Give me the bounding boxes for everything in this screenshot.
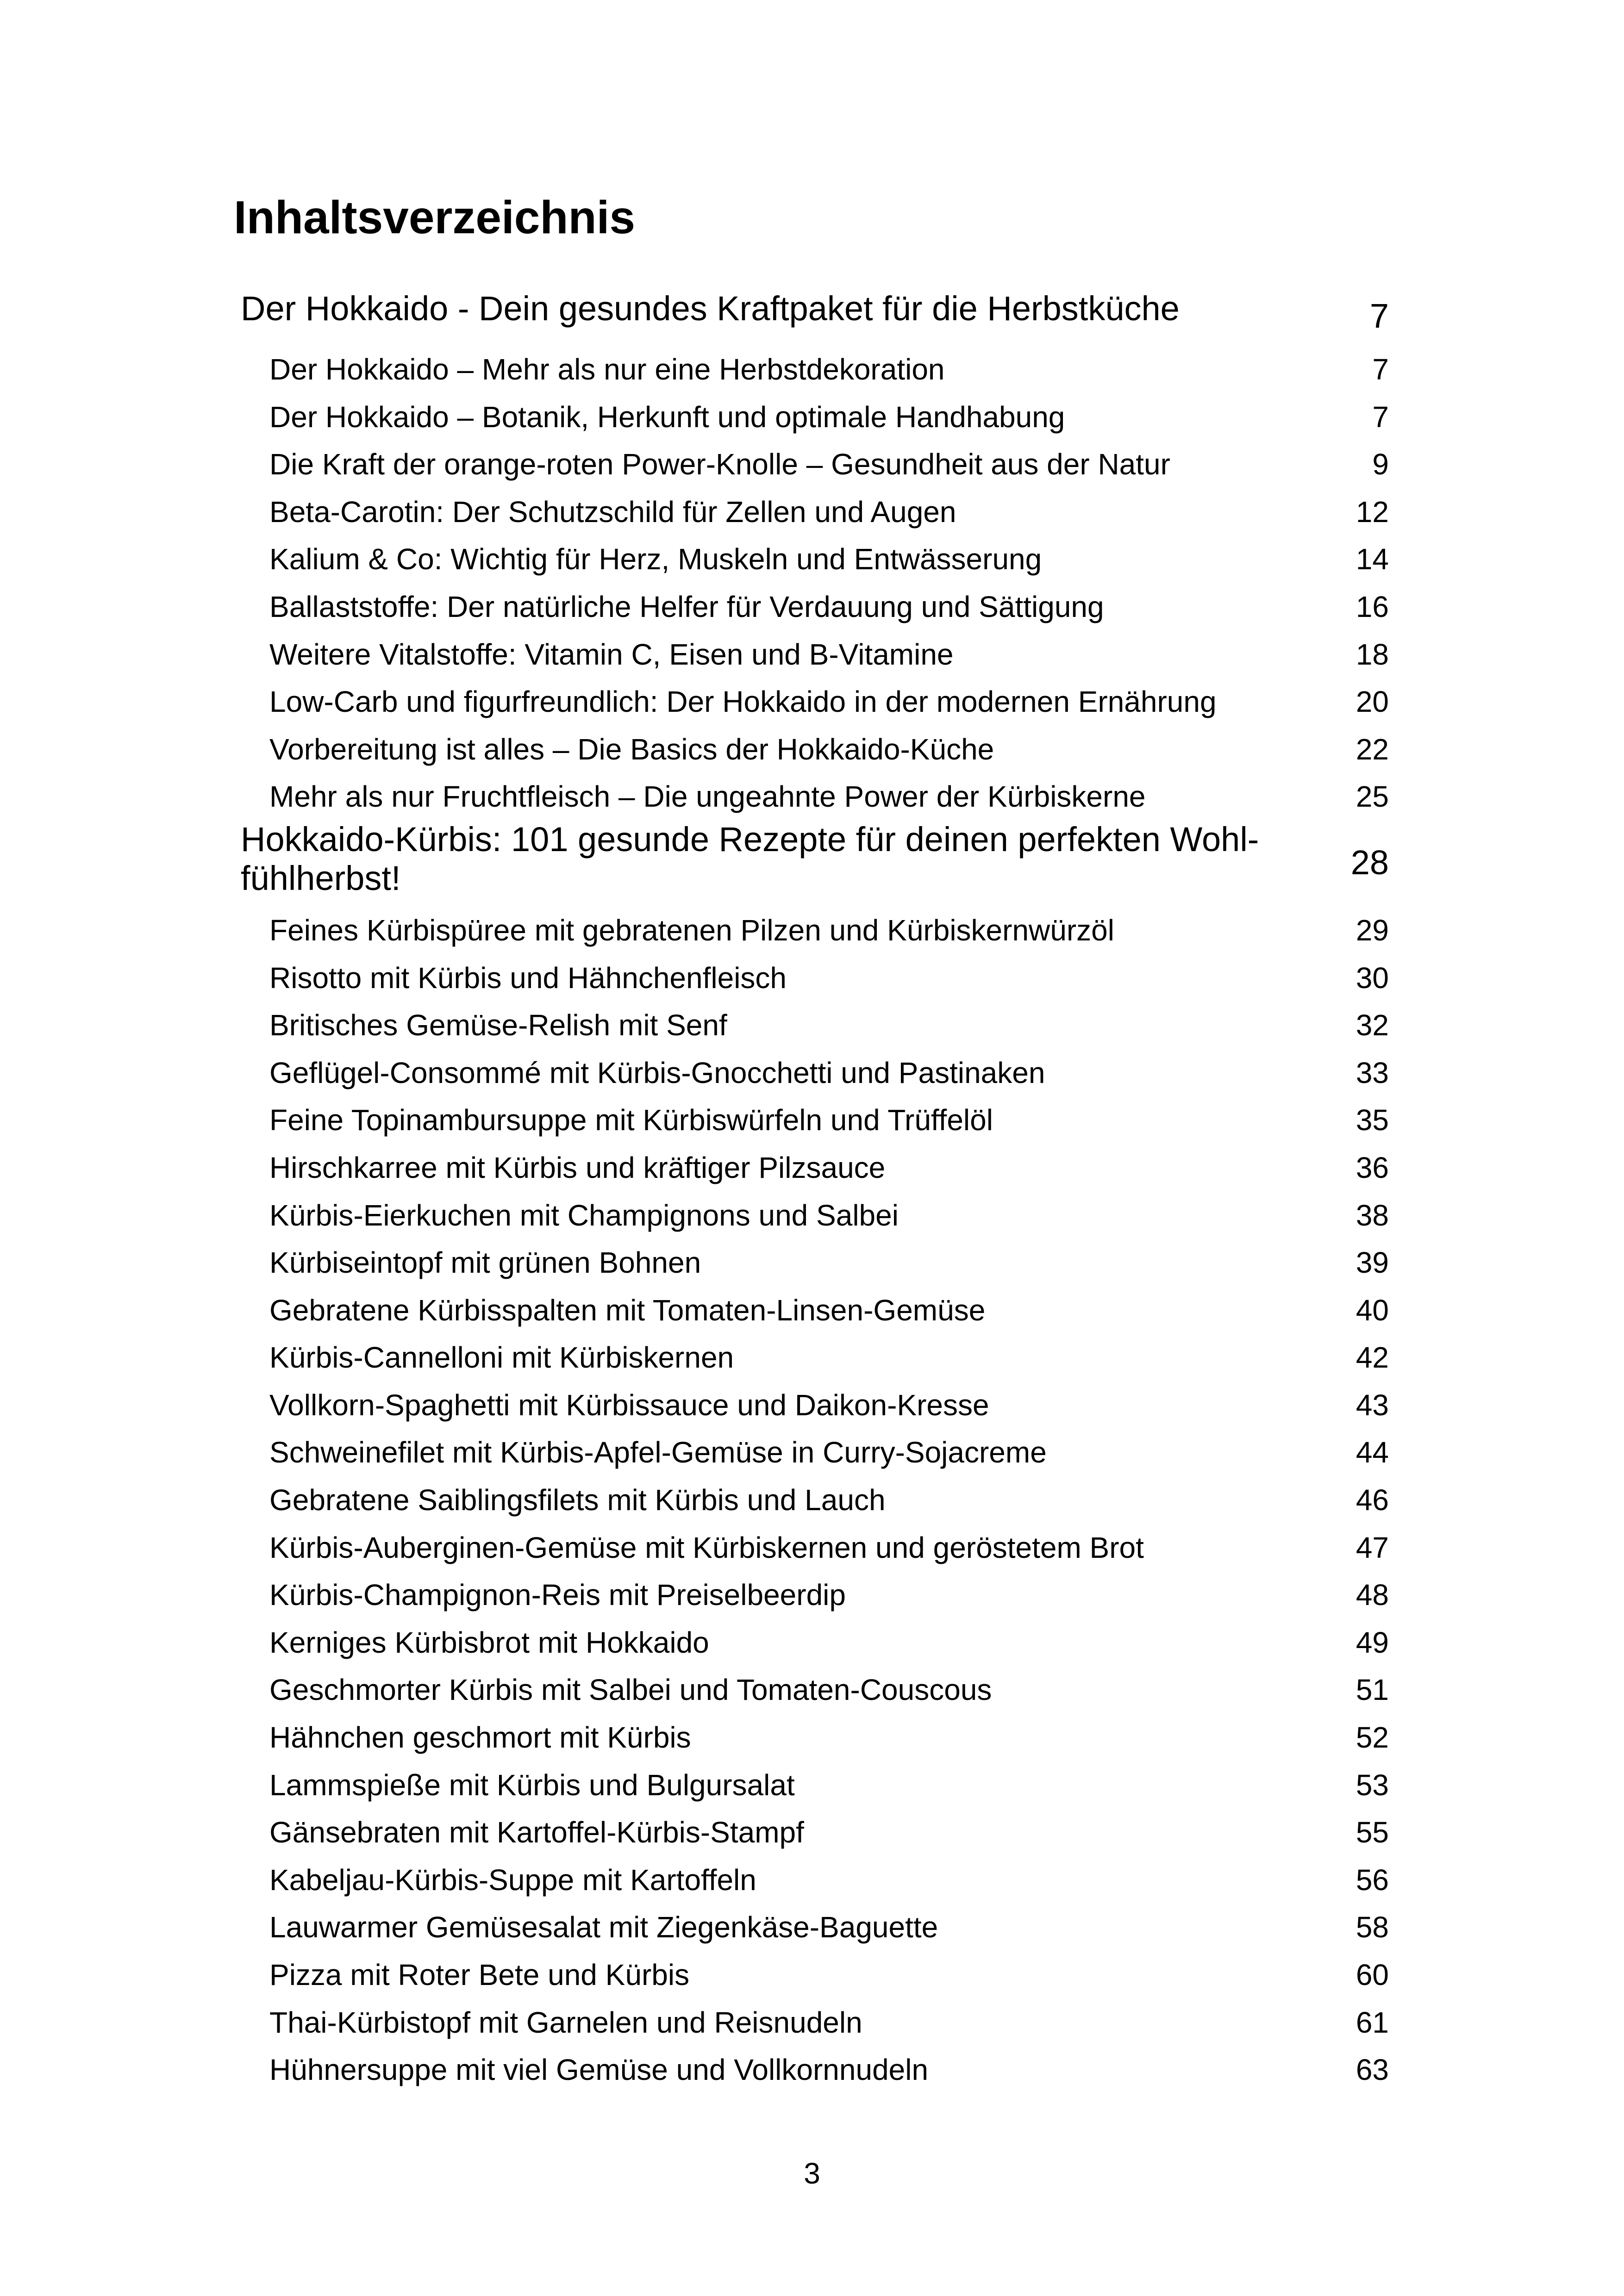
toc-entry-page: 56 (1355, 1863, 1389, 1897)
toc-entry-page: 30 (1355, 961, 1389, 995)
toc-entry (0, 393, 1624, 441)
toc-entry (0, 1286, 1624, 1334)
toc-entry-page: 29 (1355, 913, 1389, 947)
toc-entry-title: Lammspieße mit Kürbis und Bulgursalat (269, 1768, 795, 1802)
toc-entry-title: Kürbiseintopf mit grünen Bohnen (269, 1246, 701, 1280)
toc-entry-title: Pizza mit Roter Bete und Kürbis (269, 1958, 690, 1991)
toc-entry (0, 440, 1624, 488)
toc-entry-title: Kürbis-Eierkuchen mit Champignons und Salbei (269, 1198, 899, 1232)
toc-entry-page: 49 (1355, 1625, 1389, 1659)
toc-entry (0, 678, 1624, 725)
toc-entry-title: Low-Carb und figurfreundlich: Der Hokkaido in der modernen Ernährung (269, 685, 1217, 719)
toc-entry-page: 39 (1355, 1246, 1389, 1280)
toc-entry-page: 46 (1355, 1483, 1389, 1517)
toc-list (0, 289, 1624, 2093)
toc-entry-page: 40 (1355, 1293, 1389, 1327)
toc-entry-page: 14 (1355, 542, 1389, 576)
toc-section-page: 28 (1350, 843, 1389, 882)
toc-entry-title: Vollkorn-Spaghetti mit Kürbissauce und Daikon-Kresse (269, 1388, 989, 1422)
toc-entry-title: Thai-Kürbistopf mit Garnelen und Reisnudeln (269, 2005, 862, 2039)
toc-entry-title: Gänsebraten mit Kartoffel-Kürbis-Stampf (269, 1816, 804, 1849)
toc-entry (0, 1808, 1624, 1856)
toc-entry-page: 36 (1355, 1151, 1389, 1184)
toc-entry-title: Kalium & Co: Wichtig für Herz, Muskeln und Entwässerung (269, 542, 1042, 576)
toc-entry (0, 1096, 1624, 1144)
toc-entry-title: Der Hokkaido – Botanik, Herkunft und optimale Handhabung (269, 400, 1065, 434)
toc-section-title: Hokkaido-Kürbis: 101 gesunde Rezepte für deinen perfekten Wohl-fühlherbst! (241, 820, 1259, 897)
toc-entry-page: 55 (1355, 1816, 1389, 1849)
toc-entry (0, 1666, 1624, 1713)
toc-entry-page: 38 (1355, 1198, 1389, 1232)
toc-entry-page: 60 (1355, 1958, 1389, 1991)
toc-entry (0, 1476, 1624, 1524)
toc-section (0, 289, 1624, 345)
toc-entry-page: 44 (1355, 1436, 1389, 1469)
toc-entry-page: 16 (1355, 590, 1389, 623)
toc-entry (0, 1903, 1624, 1951)
toc-section-title: Der Hokkaido - Dein gesundes Kraftpaket für die Herbstküche (241, 289, 1180, 328)
toc-entry (0, 1191, 1624, 1239)
toc-entry-title: Der Hokkaido – Mehr als nur eine Herbstdekoration (269, 353, 945, 386)
toc-entry-page: 22 (1355, 732, 1389, 766)
toc-entry-title: Hähnchen geschmort mit Kürbis (269, 1721, 691, 1755)
toc-entry-page: 12 (1355, 495, 1389, 529)
toc-entry-title: Ballaststoffe: Der natürliche Helfer für Verdauung und Sättigung (269, 590, 1104, 623)
toc-entry-title: Gebratene Saiblingsfilets mit Kürbis und Lauch (269, 1483, 886, 1517)
toc-entry-title: Britisches Gemüse-Relish mit Senf (269, 1008, 727, 1042)
toc-entry-title: Kerniges Kürbisbrot mit Hokkaido (269, 1625, 709, 1659)
toc-entry (0, 488, 1624, 535)
toc-entry-title: Mehr als nur Fruchtfleisch – Die ungeahnte Power der Kürbiskerne (269, 780, 1146, 814)
toc-entry (0, 1571, 1624, 1618)
toc-entry-title: Kabeljau-Kürbis-Suppe mit Kartoffeln (269, 1863, 756, 1897)
toc-entry (0, 2046, 1624, 2093)
toc-entry-page: 51 (1355, 1673, 1389, 1707)
toc-entry-page: 7 (1372, 353, 1389, 386)
toc-entry (0, 725, 1624, 773)
toc-entry-title: Kürbis-Champignon-Reis mit Preiselbeerdip (269, 1578, 846, 1612)
toc-entry-page: 32 (1355, 1008, 1389, 1042)
toc-entry-title: Lauwarmer Gemüsesalat mit Ziegenkäse-Baguette (269, 1910, 938, 1944)
toc-entry (0, 1428, 1624, 1476)
toc-entry-title: Beta-Carotin: Der Schutzschild für Zellen und Augen (269, 495, 956, 529)
toc-entry (0, 630, 1624, 678)
toc-entry-title: Schweinefilet mit Kürbis-Apfel-Gemüse in Curry-Sojacreme (269, 1436, 1047, 1469)
toc-entry (0, 1333, 1624, 1381)
toc-entry-page: 48 (1355, 1578, 1389, 1612)
toc-entry (0, 1524, 1624, 1571)
toc-entry (0, 1001, 1624, 1049)
toc-entry-page: 43 (1355, 1388, 1389, 1422)
toc-entry-title: Feine Topinambursuppe mit Kürbiswürfeln und Trüffelöl (269, 1103, 993, 1137)
toc-entry-page: 52 (1355, 1721, 1389, 1755)
toc-section-page: 7 (1369, 297, 1389, 335)
toc-entry (0, 1761, 1624, 1809)
toc-entry-page: 58 (1355, 1910, 1389, 1944)
toc-entry (0, 345, 1624, 393)
toc-entry-page: 63 (1355, 2053, 1389, 2087)
toc-entry-title: Die Kraft der orange-roten Power-Knolle – Gesundheit aus der Natur (269, 448, 1170, 481)
toc-entry-page: 42 (1355, 1341, 1389, 1375)
toc-entry-title: Hirschkarree mit Kürbis und kräftiger Pilzsauce (269, 1151, 886, 1184)
toc-entry (0, 1713, 1624, 1761)
toc-title: Inhaltsverzeichnis (234, 192, 635, 243)
toc-entry-page: 47 (1355, 1531, 1389, 1564)
toc-entry-page: 25 (1355, 780, 1389, 814)
toc-entry-title: Kürbis-Cannelloni mit Kürbiskernen (269, 1341, 734, 1375)
toc-entry-title: Gebratene Kürbisspalten mit Tomaten-Linsen-Gemüse (269, 1293, 986, 1327)
toc-entry (0, 1856, 1624, 1904)
toc-entry-title: Vorbereitung ist alles – Die Basics der Hokkaido-Küche (269, 732, 994, 766)
toc-entry-title: Risotto mit Kürbis und Hähnchenfleisch (269, 961, 787, 995)
toc-entry-title: Weitere Vitalstoffe: Vitamin C, Eisen und B-Vitamine (269, 637, 954, 671)
toc-entry-title: Feines Kürbispüree mit gebratenen Pilzen und Kürbiskernwürzöl (269, 913, 1114, 947)
toc-entry-page: 53 (1355, 1768, 1389, 1802)
toc-entry-title: Kürbis-Auberginen-Gemüse mit Kürbiskernen und geröstetem Brot (269, 1531, 1144, 1564)
toc-entry-page: 20 (1355, 685, 1389, 719)
toc-entry (0, 1951, 1624, 1998)
toc-entry-title: Geflügel-Consommé mit Kürbis-Gnocchetti und Pastinaken (269, 1056, 1045, 1089)
toc-entry (0, 1238, 1624, 1286)
toc-entry (0, 772, 1624, 820)
toc-entry-page: 35 (1355, 1103, 1389, 1137)
toc-entry (0, 1144, 1624, 1191)
toc-entry-page: 18 (1355, 637, 1389, 671)
page-number: 3 (804, 2157, 820, 2190)
toc-entry (0, 1049, 1624, 1096)
toc-entry-page: 7 (1372, 400, 1389, 434)
toc-entry-title: Hühnersuppe mit viel Gemüse und Vollkornnudeln (269, 2053, 929, 2087)
toc-entry (0, 535, 1624, 583)
toc-entry-page: 61 (1355, 2005, 1389, 2039)
toc-entry (0, 906, 1624, 954)
toc-entry (0, 954, 1624, 1002)
toc-entry-page: 9 (1372, 448, 1389, 481)
toc-entry-title: Geschmorter Kürbis mit Salbei und Tomaten-Couscous (269, 1673, 992, 1707)
toc-entry (0, 1381, 1624, 1429)
toc-section (0, 820, 1624, 906)
toc-entry (0, 583, 1624, 630)
toc-entry-page: 33 (1355, 1056, 1389, 1089)
toc-entry (0, 1618, 1624, 1666)
toc-entry (0, 1998, 1624, 2046)
